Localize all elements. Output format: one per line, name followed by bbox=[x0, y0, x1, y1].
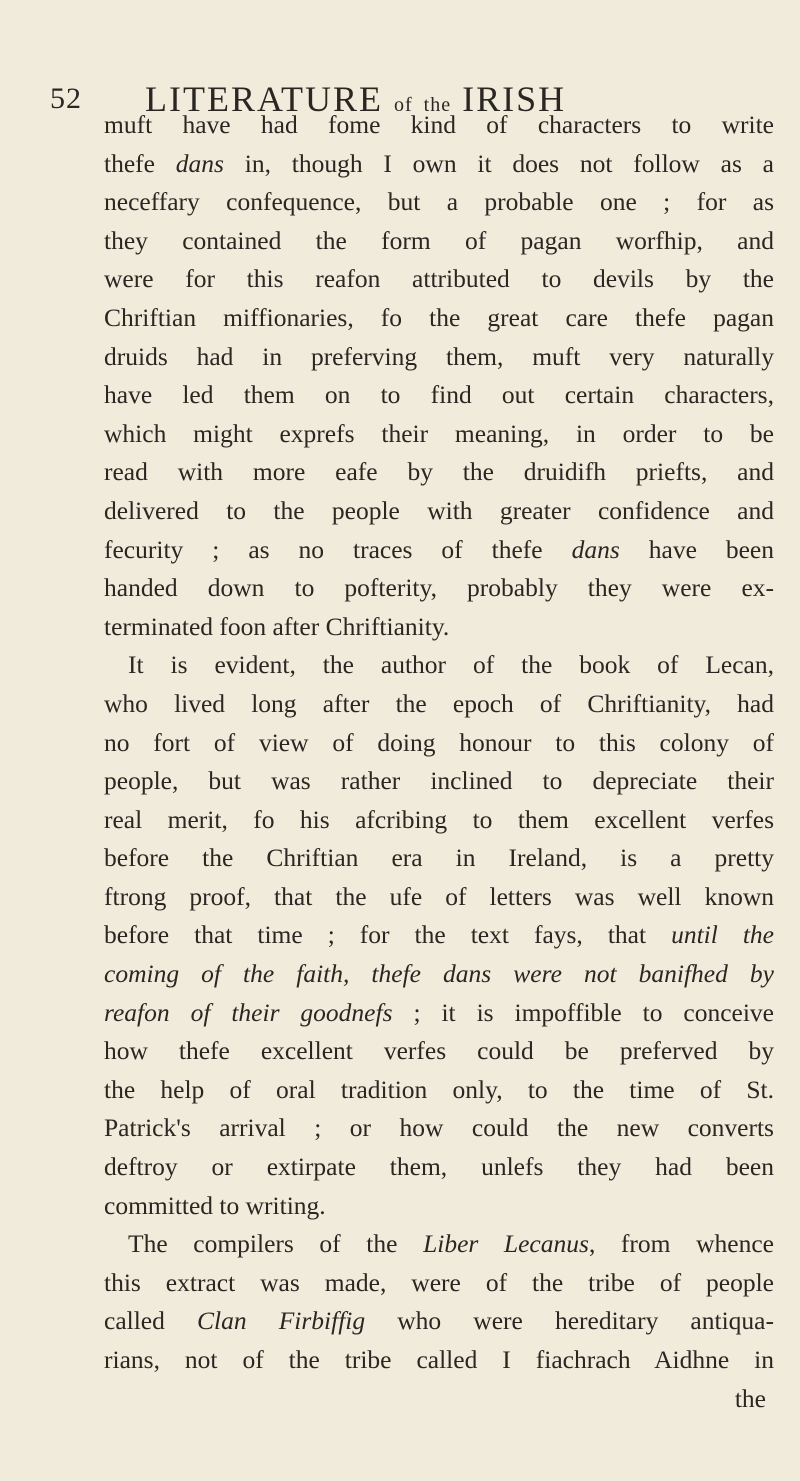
text-segment: ftrong proof, that the ufe of letters was well known bbox=[104, 881, 774, 911]
text-line bbox=[104, 260, 774, 299]
italic-text: Liber Lecanus bbox=[423, 1229, 589, 1259]
text-segment: who lived long after the epoch of Chriftianity, had bbox=[104, 688, 774, 718]
text-segment: this extract was made, were of the tribe of people bbox=[104, 1267, 774, 1297]
text-line bbox=[104, 878, 774, 917]
text-line bbox=[104, 183, 774, 222]
text-segment: neceffary confequence, but a probable one ; for as bbox=[104, 187, 774, 217]
text-segment: they contained the form of pagan worfhip, and bbox=[104, 225, 774, 255]
text-segment: committed to writing. bbox=[104, 1190, 326, 1220]
text-segment: the bbox=[734, 1383, 766, 1413]
text-segment: rians, not of the tribe called I fiachrach Aidhne in bbox=[104, 1345, 774, 1374]
text-line bbox=[104, 839, 774, 878]
text-line bbox=[104, 222, 774, 261]
text-line bbox=[104, 916, 774, 955]
text-segment: deftroy or extirpate them, unlefs they had been bbox=[104, 1152, 774, 1182]
text-segment: were for this reafon attributed to devils by the bbox=[104, 264, 774, 294]
text-segment: handed down to pofterity, probably they were ex- bbox=[104, 573, 774, 603]
text-line bbox=[104, 685, 774, 724]
text-segment: in, though I own it does not follow as a bbox=[223, 148, 774, 178]
text-segment: muft have had fome kind of characters to write bbox=[104, 110, 774, 139]
text-segment: people, but was rather inclined to depreciate their bbox=[104, 766, 774, 796]
text-line bbox=[104, 106, 774, 145]
text-line bbox=[104, 762, 774, 801]
text-segment: which might exprefs their meaning, in order to be bbox=[104, 418, 774, 448]
text-segment: real merit, fo his afcribing to them excellent verfes bbox=[104, 804, 774, 834]
text-line bbox=[104, 955, 774, 994]
text-line bbox=[104, 1225, 774, 1264]
text-segment: druids had in preferving them, muft very naturally bbox=[104, 341, 774, 371]
text-line bbox=[104, 1109, 774, 1148]
running-head-irish: IRISH bbox=[462, 79, 567, 119]
text-segment: before the Chriftian era in Ireland, is a pretty bbox=[104, 843, 774, 873]
text-segment: have led them on to find out certain characters, bbox=[104, 380, 774, 410]
text-segment: how thefe excellent verfes could be preferved by bbox=[104, 1036, 774, 1066]
text-line bbox=[104, 376, 774, 415]
text-segment: before that time ; for the text fays, that bbox=[104, 920, 672, 950]
text-segment: who were hereditary antiqua- bbox=[365, 1306, 774, 1336]
text-segment: , from whence bbox=[588, 1229, 774, 1259]
text-segment: terminated foon after Chriftianity. bbox=[104, 611, 450, 641]
italic-text: until the bbox=[671, 920, 774, 950]
running-head-of: of bbox=[393, 94, 413, 116]
text-segment: thefe bbox=[104, 148, 176, 178]
text-line bbox=[104, 1264, 774, 1303]
text-line bbox=[104, 145, 774, 184]
text-segment: ; it is impoffible to conceive bbox=[392, 997, 775, 1027]
text-segment: Patrick's arrival ; or how could the new converts bbox=[104, 1113, 774, 1143]
text-line bbox=[104, 453, 774, 492]
text-segment: delivered to the people with greater confidence and bbox=[104, 495, 774, 525]
text-line bbox=[104, 646, 774, 685]
text-segment: have been bbox=[619, 534, 774, 564]
running-head-the: the bbox=[423, 94, 452, 116]
body-text bbox=[104, 106, 774, 1418]
italic-text: reafon of their goodnefs bbox=[104, 997, 393, 1027]
text-line bbox=[104, 338, 774, 377]
text-line bbox=[104, 492, 774, 531]
text-segment: The compilers of the bbox=[128, 1229, 424, 1259]
text-line bbox=[104, 415, 774, 454]
text-segment: the help of oral tradition only, to the time of St. bbox=[104, 1074, 774, 1104]
text-segment: fecurity ; as no traces of thefe bbox=[104, 534, 572, 564]
text-line bbox=[104, 1187, 774, 1226]
italic-text: Clan Firbiffig bbox=[197, 1306, 366, 1336]
text-line bbox=[104, 1148, 774, 1187]
page-number: 52 bbox=[50, 82, 82, 115]
text-segment: called bbox=[104, 1306, 197, 1336]
text-line bbox=[104, 1302, 774, 1341]
text-line bbox=[104, 608, 774, 647]
text-line bbox=[104, 299, 774, 338]
text-line bbox=[104, 801, 774, 840]
text-line bbox=[104, 724, 774, 763]
text-line bbox=[104, 1032, 774, 1071]
text-line bbox=[104, 531, 774, 570]
catchword bbox=[104, 1380, 774, 1419]
italic-text: dans bbox=[175, 148, 224, 178]
text-segment: Chriftian miffionaries, fo the great care thefe pagan bbox=[104, 302, 774, 332]
text-line bbox=[104, 1341, 774, 1380]
text-segment: no fort of view of doing honour to this colony of bbox=[104, 727, 774, 757]
text-line bbox=[104, 994, 774, 1033]
text-segment: It is evident, the author of the book of Lecan, bbox=[128, 650, 774, 680]
text-line bbox=[104, 569, 774, 608]
running-head-literature: LITERATURE bbox=[145, 79, 383, 119]
text-segment: read with more eafe by the druidifh priefts, and bbox=[104, 457, 774, 487]
text-line bbox=[104, 1071, 774, 1110]
italic-text: coming of the faith, thefe dans were not banifhed by bbox=[104, 959, 774, 989]
italic-text: dans bbox=[571, 534, 620, 564]
